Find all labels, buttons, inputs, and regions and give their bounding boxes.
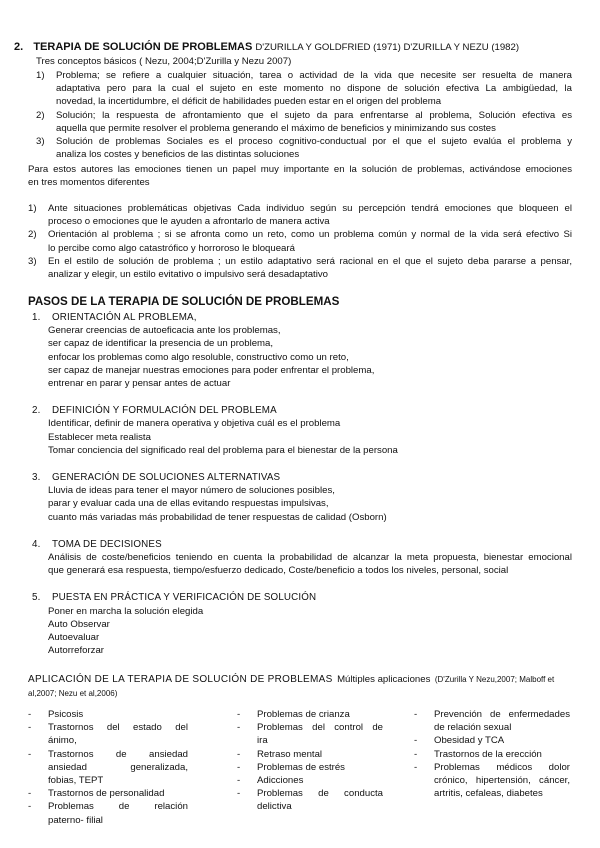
application-line: Psicosis bbox=[48, 709, 84, 720]
moment-number: 3) bbox=[28, 255, 37, 267]
application-text bbox=[434, 761, 570, 801]
bullet-dash: - bbox=[237, 775, 241, 787]
steps-list bbox=[28, 311, 572, 657]
application-text bbox=[257, 774, 383, 787]
step-line: Tomar conciencia del significado real del problema para el bienestar de la persona bbox=[48, 444, 398, 456]
application-line: Problemas del control de bbox=[257, 722, 383, 734]
concept-number: 2) bbox=[36, 109, 45, 121]
concept-item bbox=[36, 109, 572, 135]
moment-line: lo percibe como algo catastrófico y horroroso le bloqueará bbox=[48, 242, 295, 254]
step-number: 5. bbox=[32, 592, 41, 604]
step-line: Poner en marcha la solución elegida bbox=[48, 605, 204, 617]
step-line: Lluvia de ideas para tener el mayor número de soluciones posibles, bbox=[48, 485, 335, 497]
bullet-dash: - bbox=[28, 748, 32, 760]
concept-text bbox=[56, 69, 572, 109]
application-line: fobias, TEPT bbox=[48, 775, 104, 787]
applications-header bbox=[28, 669, 578, 698]
step-number: 3. bbox=[32, 472, 41, 484]
application-text bbox=[257, 721, 383, 747]
application-text bbox=[434, 748, 570, 761]
application-item bbox=[237, 761, 383, 774]
application-line: Problemas médicos dolor bbox=[434, 761, 570, 773]
application-line: Problemas de conducta bbox=[257, 788, 383, 800]
concept-line: aquella que permite resolver el problema generando el máximo de beneficios y minimizando sus costes bbox=[56, 122, 496, 134]
applications-title: APLICACIÓN DE LA TERAPIA DE SOLUCIÓN DE PROBLEMAS bbox=[28, 674, 333, 685]
application-item bbox=[237, 721, 383, 747]
application-line: crónico, hipertensión, cáncer, bbox=[434, 775, 570, 787]
application-item bbox=[414, 708, 570, 734]
emotions-intro bbox=[28, 163, 572, 189]
bullet-dash: - bbox=[237, 722, 241, 734]
step-4 bbox=[28, 538, 572, 578]
step-number: 1. bbox=[32, 312, 41, 323]
moment-line: proceso o emociones que le ayuden a afrontarlo de manera activa bbox=[48, 216, 330, 228]
moment-number: 2) bbox=[28, 229, 37, 241]
application-line: Trastornos de personalidad bbox=[48, 788, 165, 800]
concept-line: Problema; se refiere a cualquier situación, tarea o actividad de la vida que necesite ser resuelta de manera bbox=[56, 70, 572, 81]
bullet-dash: - bbox=[28, 788, 32, 800]
applications-refs-1: (D'Zurilla Y Nezu,2007; Malboff et bbox=[434, 675, 555, 684]
moment-item bbox=[28, 228, 572, 254]
step-number: 4. bbox=[32, 538, 41, 550]
step-title-text: DEFINICIÓN Y FORMULACIÓN DEL PROBLEMA bbox=[52, 405, 277, 417]
bullet-dash: - bbox=[28, 722, 32, 734]
application-text bbox=[48, 748, 188, 788]
step-line: Generar creencias de autoeficacia ante los problemas, bbox=[48, 325, 281, 337]
section-title-text: TERAPIA DE SOLUCIÓN DE PROBLEMAS bbox=[33, 41, 253, 53]
concept-line: novedad, la incertidumbre, el déficit de habilidades pueden estar en el origen del problema bbox=[56, 96, 442, 108]
application-item bbox=[237, 787, 383, 813]
bullet-dash: - bbox=[28, 801, 32, 813]
application-line: ansiedad generalizada, bbox=[48, 761, 188, 773]
application-text bbox=[434, 708, 570, 734]
application-line: paterno- filial bbox=[48, 814, 103, 826]
section-number: 2. bbox=[14, 41, 24, 53]
step-line: que generará esa respuesta, tiempo/esfuerzo dedicado, Coste/beneficio a todos los niveles, personal, social bbox=[48, 565, 509, 577]
concept-line: adaptativa pero para la cual el sujeto en este momento no dispone de solución efectiva La ambigüedad, la bbox=[56, 83, 572, 95]
step-2 bbox=[28, 404, 572, 457]
applications-column-3 bbox=[414, 708, 570, 800]
application-line: Problemas de relación bbox=[48, 801, 188, 813]
concept-item bbox=[36, 69, 572, 109]
step-line: Auto Observar bbox=[48, 618, 110, 630]
step-title bbox=[28, 538, 572, 551]
concept-number: 3) bbox=[36, 136, 45, 148]
step-5 bbox=[28, 591, 572, 657]
bullet-dash: - bbox=[28, 709, 32, 720]
step-title-text: TOMA DE DECISIONES bbox=[52, 538, 162, 550]
applications-column-2 bbox=[237, 708, 383, 814]
application-line: Prevención de enfermedades bbox=[434, 709, 570, 720]
application-line: Problemas de crianza bbox=[257, 709, 350, 720]
applications-subtitle: Múltiples aplicaciones bbox=[337, 674, 431, 685]
concepts-list bbox=[36, 69, 572, 161]
concepts-intro: Tres conceptos básicos ( Nezu, 2004;D'Zurilla y Nezu 2007) bbox=[36, 56, 292, 67]
step-title bbox=[28, 591, 572, 604]
application-line: Trastornos de ansiedad bbox=[48, 748, 188, 760]
moment-number: 1) bbox=[28, 203, 37, 214]
application-item bbox=[28, 748, 188, 788]
application-item bbox=[28, 721, 188, 747]
step-line: enfocar los problemas como algo resoluble, constructivo como un reto, bbox=[48, 351, 349, 363]
applications-refs-2: al,2007; Nezu et al,2006) bbox=[28, 689, 118, 698]
step-line: Identificar, definir de manera operativa y objetiva cuál es el problema bbox=[48, 418, 341, 430]
application-line: Trastornos del estado del bbox=[48, 722, 188, 734]
bullet-dash: - bbox=[414, 748, 418, 760]
step-line: parar y evaluar cada una de ellas evitando respuestas impulsivas, bbox=[48, 498, 329, 510]
moment-line: Ante situaciones problemáticas objetivas Cada individuo según su percepción tendrá emociones que bloqueen el bbox=[48, 203, 572, 214]
application-line: Adicciones bbox=[257, 775, 304, 787]
application-item bbox=[28, 800, 188, 826]
application-text bbox=[48, 800, 188, 826]
step-title bbox=[28, 404, 572, 417]
step-title bbox=[28, 311, 572, 324]
step-line: Análisis de coste/beneficios teniendo en cuenta la probabilidad de alcanzar la meta propuesta, bienestar emocional bbox=[48, 552, 572, 564]
application-text bbox=[48, 787, 188, 800]
concept-item bbox=[36, 135, 572, 161]
application-line: artritis, cefaleas, diabetes bbox=[434, 788, 543, 800]
application-text bbox=[434, 734, 570, 747]
application-text bbox=[257, 708, 383, 721]
step-line: cuanto más variadas más probabilidad de tener respuestas de calidad (Osborn) bbox=[48, 511, 387, 523]
step-title-text: PUESTA EN PRÁCTICA Y VERIFICACIÓN DE SOLUCIÓN bbox=[52, 592, 317, 604]
step-line: ser capaz de identificar la presencia de un problema, bbox=[48, 338, 274, 350]
moment-text bbox=[48, 255, 572, 281]
step-number: 2. bbox=[32, 405, 41, 417]
application-item bbox=[414, 761, 570, 801]
concept-text bbox=[56, 135, 572, 161]
step-line: entrenar en parar y pensar antes de actuar bbox=[48, 378, 231, 390]
concept-text bbox=[56, 109, 572, 135]
bullet-dash: - bbox=[237, 709, 241, 720]
bullet-dash: - bbox=[414, 761, 418, 773]
step-line: Autoevaluar bbox=[48, 632, 100, 644]
moment-line: En el estilo de solución de problema ; un estilo adaptativo será racional en el que el sujeto deba pararse a pensar, bbox=[48, 255, 572, 267]
concept-line: Solución; la respuesta de afrontamiento que el sujeto da para enfrentarse al problema, Solución efectiva es bbox=[56, 109, 572, 121]
concept-line: Solución de problemas Sociales es el proceso cognitivo-conductual por el que el sujeto evalúa el problema y bbox=[56, 136, 572, 148]
moment-item bbox=[28, 202, 572, 228]
application-line: ira bbox=[257, 735, 268, 747]
moment-item bbox=[28, 255, 572, 281]
application-item bbox=[237, 774, 383, 787]
step-3 bbox=[28, 471, 572, 524]
bullet-dash: - bbox=[237, 788, 241, 800]
moment-line: analizar y elegir, un estilo evitativo o impulsivo será desadaptativo bbox=[48, 269, 328, 281]
moment-text bbox=[48, 228, 572, 254]
application-line: Trastornos de la erección bbox=[434, 748, 542, 760]
application-text bbox=[257, 761, 383, 774]
application-item bbox=[414, 734, 570, 747]
application-item bbox=[28, 787, 188, 800]
application-line: Retraso mental bbox=[257, 748, 323, 760]
moments-list bbox=[28, 202, 572, 281]
bullet-dash: - bbox=[237, 761, 241, 773]
step-title-text: ORIENTACIÓN AL PROBLEMA, bbox=[52, 312, 197, 323]
moment-text bbox=[48, 202, 572, 228]
step-1 bbox=[28, 311, 572, 390]
application-text bbox=[257, 748, 383, 761]
bullet-dash: - bbox=[414, 709, 418, 720]
application-line: Problemas de estrés bbox=[257, 761, 345, 773]
emotions-intro-line: en tres momentos diferentes bbox=[28, 177, 150, 189]
step-line: ser capaz de manejar nuestras emociones para poder enfrentar el problema, bbox=[48, 364, 375, 376]
section-title bbox=[14, 41, 594, 53]
step-title-text: GENERACIÓN DE SOLUCIONES ALTERNATIVAS bbox=[52, 472, 281, 484]
application-text bbox=[48, 708, 188, 721]
section-authors: D'ZURILLA Y GOLDFRIED (1971) D'ZURILLA Y NEZU (1982) bbox=[255, 42, 520, 53]
application-line: delictiva bbox=[257, 801, 292, 813]
applications-column-1 bbox=[28, 708, 188, 827]
concept-line: analiza los costes y beneficios de las distintas soluciones bbox=[56, 149, 300, 161]
step-line: Autorreforzar bbox=[48, 645, 104, 657]
application-item bbox=[414, 748, 570, 761]
bullet-dash: - bbox=[414, 735, 418, 747]
application-item bbox=[237, 748, 383, 761]
bullet-dash: - bbox=[237, 748, 241, 760]
emotions-intro-line: Para estos autores las emociones tienen un papel muy importante en la solución de problemas, activándose emociones bbox=[28, 164, 572, 175]
application-line: de relación sexual bbox=[434, 722, 512, 734]
moment-line: Orientación al problema ; si se afronta como un reto, como un problema común y normal de la vida será efectivo Si bbox=[48, 229, 572, 241]
application-item bbox=[28, 708, 188, 721]
steps-heading: PASOS DE LA TERAPIA DE SOLUCIÓN DE PROBLEMAS bbox=[28, 295, 340, 308]
step-line: Establecer meta realista bbox=[48, 431, 151, 443]
application-text bbox=[257, 787, 383, 813]
application-item bbox=[237, 708, 383, 721]
application-line: Obesidad y TCA bbox=[434, 735, 505, 747]
concept-number: 1) bbox=[36, 70, 45, 81]
application-line: ánimo, bbox=[48, 735, 77, 747]
application-text bbox=[48, 721, 188, 747]
step-title bbox=[28, 471, 572, 484]
